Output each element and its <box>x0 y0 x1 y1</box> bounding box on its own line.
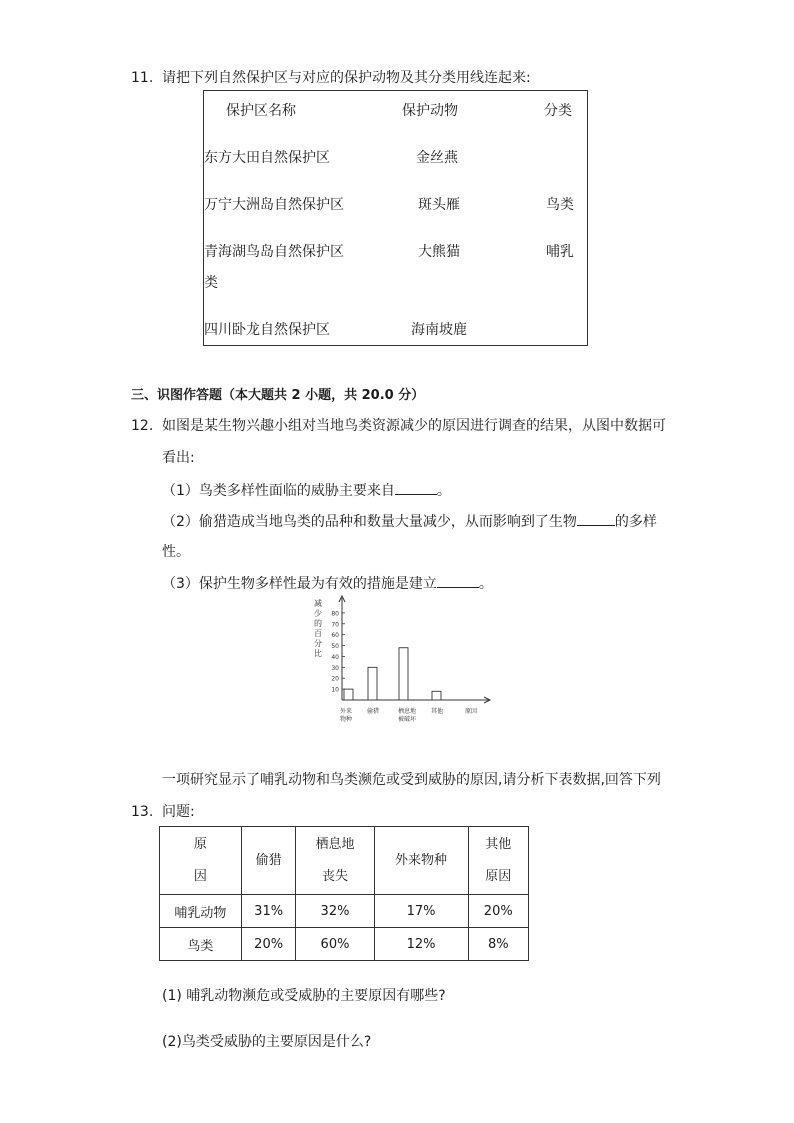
category-label: 栖息地 <box>397 708 417 715</box>
q12-sub2-line2: 性。 <box>162 544 190 560</box>
q12-sub2-text: （2）偷猎造成当地鸟类的品种和数量大量减少，从而影响到了生物 <box>162 514 577 530</box>
q11-header-class: 分类 <box>544 103 572 119</box>
table-cell: 12% <box>374 928 468 961</box>
q11-class-1: 鸟类 <box>546 197 574 213</box>
q12-sub3-end: 。 <box>478 576 493 592</box>
category-label: 物种 <box>339 716 353 723</box>
q11-animal-4: 海南坡鹿 <box>411 322 467 338</box>
table-header-row <box>160 827 529 895</box>
table-cell: 20% <box>241 928 296 961</box>
table-header-cell: 偷猎 <box>241 827 296 895</box>
q13-data-table <box>159 826 529 961</box>
q13-line1: 一项研究显示了哺乳动物和鸟类濒危或受到威胁的原因,请分析下表数据,回答下列 <box>162 772 661 788</box>
q12-sub2 <box>162 511 657 532</box>
q11-number: 11. <box>131 70 154 86</box>
table-cell: 32% <box>296 895 374 928</box>
table-cell: 17% <box>374 895 468 928</box>
table-cell: 鸟类 <box>160 928 242 961</box>
q11-matching-box <box>203 90 588 346</box>
q11-animal-2: 斑头雁 <box>418 197 460 213</box>
bar <box>344 689 353 700</box>
q12-line1: 如图是某生物兴趣小组对当地鸟类资源减少的原因进行调查的结果，从图中数据可 <box>162 418 666 434</box>
section-title: 三、识图作答题（本大题共 2 小题，共 20.0 分） <box>131 388 425 403</box>
y-tick-label: 30 <box>331 664 339 672</box>
q11-reserve-1: 东方大田自然保护区 <box>204 150 330 166</box>
table-cell: 60% <box>296 928 374 961</box>
category-label: 被破坏 <box>397 716 417 723</box>
table-cell: 20% <box>468 895 529 928</box>
q13-sub2: (2)鸟类受威胁的主要原因是什么? <box>162 1034 372 1050</box>
y-tick-label: 10 <box>331 686 339 694</box>
y-tick-label: 80 <box>331 610 339 618</box>
y-axis-label: 少 <box>314 609 322 618</box>
table-header-cell: 外来物种 <box>374 827 468 895</box>
y-tick-label: 40 <box>331 653 339 661</box>
q12-number: 12. <box>131 418 154 434</box>
table-cell: 31% <box>241 895 296 928</box>
q12-blank-1[interactable] <box>395 480 437 495</box>
table-row <box>160 928 529 961</box>
q12-bar-chart <box>308 592 504 732</box>
bar <box>399 648 408 700</box>
category-label: 外来 <box>339 708 353 715</box>
category-label: 偷猎 <box>366 708 380 715</box>
q11-class-2-wrap: 类 <box>204 275 218 291</box>
q13-line2: 问题: <box>162 804 195 820</box>
q12-sub3 <box>162 573 493 594</box>
table-header-cell: 原 因 <box>160 827 242 895</box>
q11-reserve-3: 青海湖鸟岛自然保护区 <box>204 244 344 260</box>
table-header-cell: 其他 原因 <box>468 827 529 895</box>
y-tick-label: 70 <box>331 621 339 629</box>
q11-class-2: 哺乳 <box>546 244 574 260</box>
q12-sub1 <box>162 480 451 501</box>
category-label: 其他 <box>430 708 444 715</box>
y-axis-label: 分 <box>314 639 322 648</box>
q13-number: 13. <box>131 804 154 820</box>
y-tick-label: 50 <box>331 643 339 651</box>
table-header-cell: 栖息地 丧失 <box>296 827 374 895</box>
table-cell: 哺乳动物 <box>160 895 242 928</box>
q11-animal-1: 金丝燕 <box>416 150 458 166</box>
y-tick-label: 20 <box>331 675 339 683</box>
table-cell: 8% <box>468 928 529 961</box>
q11-header-reserve: 保护区名称 <box>226 103 296 119</box>
q12-sub2-end: 的多样 <box>614 514 657 530</box>
bar <box>368 667 377 700</box>
q13-sub1: (1) 哺乳动物濒危或受威胁的主要原因有哪些? <box>162 988 446 1004</box>
q11-animal-3: 大熊猫 <box>418 244 460 260</box>
bar-chart-svg <box>308 592 504 732</box>
q12-blank-2[interactable] <box>577 511 615 526</box>
y-axis-label: 百 <box>314 629 322 638</box>
q11-header-animal: 保护动物 <box>402 103 458 119</box>
q11-reserve-4: 四川卧龙自然保护区 <box>204 322 330 338</box>
y-axis-label: 减 <box>314 599 322 608</box>
q11-prompt: 请把下列自然保护区与对应的保护动物及其分类用线连起来: <box>162 70 531 86</box>
q12-line2: 看出: <box>162 450 195 466</box>
y-tick-label: 60 <box>331 632 339 640</box>
q12-sub1-text: （1）鸟类多样性面临的威胁主要来自 <box>162 483 395 499</box>
bar <box>432 691 441 700</box>
table-row <box>160 895 529 928</box>
q12-blank-3[interactable] <box>437 573 479 588</box>
y-axis-label: 比 <box>314 649 322 658</box>
q12-sub1-end: 。 <box>436 483 451 499</box>
q11-reserve-2: 万宁大洲岛自然保护区 <box>204 197 344 213</box>
y-axis-label: 的 <box>314 619 322 628</box>
q12-sub3-text: （3）保护生物多样性最为有效的措施是建立 <box>162 576 437 592</box>
x-axis-label: 原因 <box>464 708 478 715</box>
